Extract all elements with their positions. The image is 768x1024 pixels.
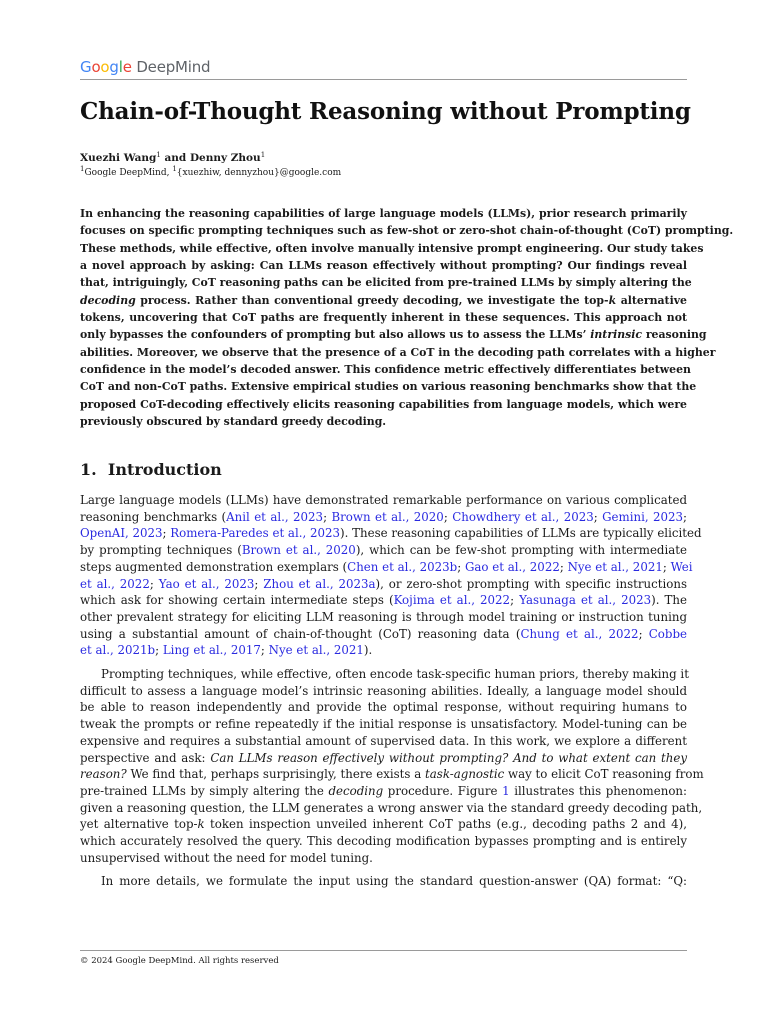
affiliation-org: Google DeepMind, <box>84 168 173 178</box>
logo-letter: g <box>109 58 119 76</box>
affiliation-marker: 1 <box>260 151 266 159</box>
emphasis: reason? <box>80 767 127 782</box>
paragraph-line: using a substantial amount of chain-of-thought (CoT) reasoning data (Chung et al., 2022; Cobbe <box>80 626 687 641</box>
citation-link[interactable]: OpenAI, 2023 <box>80 526 163 541</box>
citation-link[interactable]: Nye et al., 2021 <box>567 559 663 574</box>
emphasis: Can LLMs reason effectively without prompting? And to what extent can they <box>210 750 687 765</box>
logo-letter: l <box>118 58 123 76</box>
text-run: process. Rather than conventional greedy decoding, we investigate the top- <box>135 293 609 307</box>
text-run: ), which can be few-shot prompting with intermediate <box>355 543 688 558</box>
header-divider <box>80 79 687 80</box>
text-run: ). These reasoning capabilities of LLMs are typically elicited <box>340 526 702 541</box>
text-run: perspective and ask: <box>80 750 211 765</box>
paper-title: Chain-of-Thought Reasoning without Prompting <box>80 98 691 125</box>
emphasis: task-agnostic <box>425 767 505 782</box>
paragraph-line <box>80 816 687 833</box>
citation-link[interactable]: Nye et al., 2021 <box>268 643 364 658</box>
abstract-line: These methods, while effective, often involve manually intensive prompt engineering. Our study takes <box>80 241 704 255</box>
paragraph-line: et al., 2022; Yao et al., 2023; Zhou et al., 2023a), or zero-shot prompting with specific instructions <box>80 576 688 591</box>
intro-paragraph-3 <box>80 873 687 890</box>
paragraph-line <box>80 783 687 800</box>
abstract-line: confidence in the model’s decoded answer. This confidence metric effectively differentiates between <box>80 363 691 377</box>
text-run: using a substantial amount of chain-of-thought (CoT) reasoning data ( <box>80 626 521 641</box>
affiliation-line <box>80 163 341 180</box>
paragraph-line <box>80 750 687 767</box>
abstract-line: tokens, uncovering that CoT paths are frequently inherent in these sequences. This approach not <box>80 311 687 325</box>
abstract-line <box>80 326 707 343</box>
abstract <box>80 205 734 430</box>
abstract-line: that, intriguingly, CoT reasoning paths can be elicited from pre-trained LLMs by simply altering the <box>80 276 692 290</box>
paragraph-line: difficult to assess a language model’s intrinsic reasoning abilities. Ideally, a language model should <box>80 683 687 698</box>
affiliation-marker: 1 <box>80 165 85 173</box>
paragraph-line: given a reasoning question, the LLM generates a wrong answer via the standard greedy decoding path, <box>80 800 703 815</box>
emphasis: decoding <box>328 783 384 798</box>
text-run: reasoning benchmarks ( <box>80 509 227 524</box>
author-joiner: and <box>160 152 190 164</box>
citation-link[interactable]: Gao et al., 2022 <box>464 559 560 574</box>
abstract-line: focuses on specific prompting techniques such as few-shot or zero-shot chain-of-thought (CoT) prompting. <box>80 224 734 238</box>
text-run: illustrates this phenomenon: <box>509 783 687 798</box>
logo-letter: o <box>100 58 110 76</box>
text-run: which ask for showing certain intermediate steps ( <box>80 593 394 608</box>
intro-paragraph-1 <box>80 492 702 659</box>
paragraph-line: which ask for showing certain intermediate steps (Kojima et al., 2022; Yasunaga et al., 2023). The <box>80 593 687 608</box>
emphasis: k <box>197 817 205 832</box>
text-run: yet alternative top- <box>80 817 198 832</box>
emphasis: intrinsic <box>590 328 643 342</box>
paragraph-line: be able to reason independently and provide the optimal response, without requiring humans to <box>80 700 687 715</box>
paragraph-line: tweak the prompts or refine repeatedly if the initial response is unsatisfactory. Model-tuning can be <box>80 717 687 732</box>
text-run: reasoning <box>642 328 707 342</box>
page-header <box>80 56 687 80</box>
author-emails: {xuezhiw, dennyzhou}@google.com <box>176 168 342 178</box>
emphasis: decoding <box>80 293 136 307</box>
abstract-line: In enhancing the reasoning capabilities of large language models (LLMs), prior research primarily <box>80 207 687 220</box>
paragraph-line <box>80 766 704 783</box>
abstract-line: proposed CoT-decoding effectively elicits reasoning capabilities from language models, which were <box>80 397 687 411</box>
figure-reference-link[interactable]: 1 <box>502 783 510 798</box>
citation-link[interactable]: Ling et al., 2017 <box>162 643 261 658</box>
section-title: Introduction <box>107 460 222 479</box>
text-run: We find that, perhaps surprisingly, there exists a <box>126 767 425 782</box>
paragraph-line: which accurately resolved the query. This decoding modification bypasses prompting and is entirely <box>80 834 687 849</box>
abstract-line: abilities. Moreover, we observe that the presence of a CoT in the decoding path correlates with a higher <box>80 345 716 359</box>
citation-link[interactable]: Wei <box>670 559 693 574</box>
citation-link[interactable]: Kojima et al., 2022 <box>393 593 511 608</box>
abstract-line <box>80 292 687 309</box>
footer-divider <box>80 950 687 951</box>
intro-paragraph-2 <box>80 666 704 866</box>
copyright-footer: © 2024 Google DeepMind. All rights reserved <box>80 956 279 966</box>
paragraph-line: In more details, we formulate the input using the standard question-answer (QA) format: “Q: <box>101 874 687 888</box>
logo-letter: e <box>122 58 132 76</box>
text-run: by prompting techniques ( <box>80 543 242 558</box>
text-run: steps augmented demonstration exemplars ( <box>80 559 348 574</box>
paragraph-line: reasoning benchmarks (Anil et al., 2023; Brown et al., 2020; Chowdhery et al., 2023; Gemini, 2023; <box>80 509 688 524</box>
citation-link[interactable]: Cobbe <box>648 626 687 641</box>
paragraph-line: unsupervised without the need for model tuning. <box>80 850 373 865</box>
section-number: 1. <box>80 460 97 479</box>
text-run: ). <box>363 643 373 658</box>
abstract-line: previously obscured by standard greedy decoding. <box>80 415 387 429</box>
paragraph-line: steps augmented demonstration exemplars (Chen et al., 2023b; Gao et al., 2022; Nye et al., 2021; Wei <box>80 559 693 574</box>
citation-link[interactable]: Yao et al., 2023 <box>158 576 255 591</box>
text-run: way to elicit CoT reasoning from <box>504 767 704 782</box>
citation-link[interactable]: Chung et al., 2022 <box>520 626 639 641</box>
citation-link[interactable]: et al., 2021b <box>80 643 156 658</box>
citation-link[interactable]: Chen et al., 2023b <box>347 559 458 574</box>
text-run: alternative <box>616 293 687 307</box>
citation-link[interactable]: Anil et al., 2023 <box>226 509 324 524</box>
paragraph-line: Prompting techniques, while effective, often encode task-specific human priors, thereby making it <box>101 667 689 681</box>
text-run: token inspection unveiled inherent CoT paths (e.g., decoding paths 2 and 4), <box>204 817 687 832</box>
citation-link[interactable]: Gemini, 2023 <box>602 509 684 524</box>
paragraph-line: OpenAI, 2023; Romera-Paredes et al., 2023). These reasoning capabilities of LLMs are typically elicited <box>80 526 702 541</box>
citation-link[interactable]: Romera-Paredes et al., 2023 <box>170 526 341 541</box>
paragraph-line: et al., 2021b; Ling et al., 2017; Nye et al., 2021). <box>80 643 373 658</box>
paragraph-line: expensive and requires a substantial amount of supervised data. In this work, we explore a different <box>80 733 687 748</box>
citation-link[interactable]: Brown et al., 2020 <box>331 509 444 524</box>
section-heading <box>80 459 222 481</box>
author-name: Denny Zhou <box>189 152 261 164</box>
author-name: Xuezhi Wang <box>80 152 157 164</box>
affiliation-marker: 1 <box>156 151 161 159</box>
citation-link[interactable]: Yasunaga et al., 2023 <box>519 593 652 608</box>
paragraph-line: Large language models (LLMs) have demonstrated remarkable performance on various complicated <box>80 493 687 507</box>
citation-link[interactable]: Brown et al., 2020 <box>241 543 356 558</box>
paragraph-line <box>80 542 687 559</box>
citation-link[interactable]: Chowdhery et al., 2023 <box>452 509 594 524</box>
abstract-line: a novel approach by asking: Can LLMs reason effectively without prompting? Our findings reveal <box>80 259 687 273</box>
logo-deepmind: DeepMind <box>136 58 211 76</box>
google-deepmind-logo <box>80 58 210 76</box>
text-run: pre-trained LLMs by simply altering the <box>80 783 329 798</box>
citation-link[interactable]: Zhou et al., 2023a <box>263 576 376 591</box>
text-run: ), or zero-shot prompting with specific instructions <box>375 576 688 591</box>
text-run: procedure. Figure <box>383 783 503 798</box>
logo-letter: G <box>80 58 92 76</box>
affiliation-marker: 1 <box>172 165 177 173</box>
text-run: ). The <box>651 593 687 608</box>
abstract-line: CoT and non-CoT paths. Extensive empirical studies on various reasoning benchmarks show that the <box>80 380 697 394</box>
paragraph-line: other prevalent strategy for eliciting LLM reasoning is through model training or instruction tuning <box>80 609 687 624</box>
citation-link[interactable]: et al., 2022 <box>80 576 150 591</box>
logo-letter: o <box>91 58 101 76</box>
paper-page <box>80 0 734 1024</box>
emphasis: k <box>608 293 617 307</box>
text-run: only bypasses the confounders of prompting but also allows us to assess the LLMs’ <box>80 328 591 342</box>
